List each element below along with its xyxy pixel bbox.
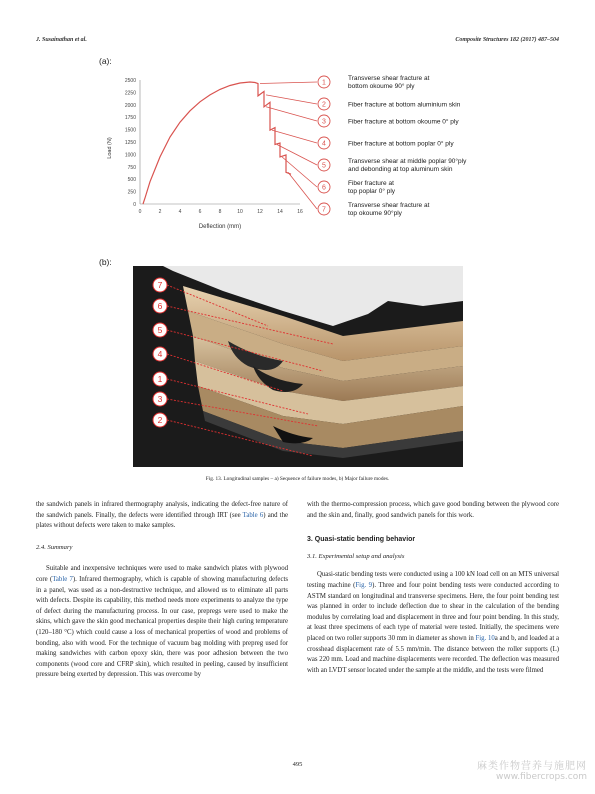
failure-mode-label: Fiber fracture at bottom aluminium skin xyxy=(348,101,461,109)
x-tick-label: 14 xyxy=(277,209,283,215)
left-paragraph-2: Suitable and inexpensive techniques were used to make sandwich plates with plywood core (Table 7). Infrared thermography, which is capable of showing manufacturing defects in a panel, was used as a non-destructive technique, and allowed us to eliminate all parts with defects. Despite its capability, this method needs more experiments to analyze the type of defect during the manufacturing process. In our case, prepregs were used to make the skins, which gave the skin good mechanical properties despite their high curing temperature (120–180 °C) which could cause a loss of mechanical properties of wood and problems of bonding, also with wood. For the technique of vacuum bag molding with prepreg used for making sandwiches with carbon epoxy skin, there was poor adhesion between the two components (wood core and CFRP skin), which resulted in peeling, caused by insufficient pressure being exerted by depression. This was overcome by xyxy=(36,565,288,679)
panel-a-label: (a): xyxy=(99,56,112,66)
failure-mode-legend xyxy=(318,75,467,217)
failure-marker-number: 2 xyxy=(322,101,326,109)
chart-x-axis-label: Deflection (mm) xyxy=(198,224,242,230)
watermark xyxy=(477,757,587,782)
failure-arrow xyxy=(288,172,317,209)
specimen-photo xyxy=(133,266,463,467)
failure-marker-number: 3 xyxy=(322,118,326,126)
cross-reference-link[interactable]: Table 7 xyxy=(52,575,73,583)
x-tick-label: 0 xyxy=(138,209,142,215)
section-3-heading: 3. Quasi-static bending behavior xyxy=(307,536,416,544)
x-tick-label: 6 xyxy=(198,209,202,215)
load-deflection-curve xyxy=(143,82,291,204)
failure-marker-number: 4 xyxy=(322,140,326,148)
failure-mode-label-line2: and debonding at top aluminum skin xyxy=(348,166,453,173)
x-tick-label: 2 xyxy=(158,209,162,215)
failure-arrow xyxy=(266,107,317,121)
panel-b-label: (b): xyxy=(99,257,112,267)
photo-marker-number: 2 xyxy=(157,415,163,425)
failure-mode-label: Fiber fracture at xyxy=(348,180,394,187)
chart-ticks xyxy=(125,78,303,215)
photo-marker-number: 3 xyxy=(157,394,163,404)
cross-reference-link[interactable]: Fig. 10 xyxy=(475,634,495,642)
failure-mode-label: Fiber fracture at bottom okoume 0° ply xyxy=(348,118,459,126)
failure-mode-label: Transverse shear at middle poplar 90°ply xyxy=(348,158,467,165)
y-tick-label: 1000 xyxy=(124,152,136,159)
failure-marker-number: 1 xyxy=(322,79,326,87)
figure-caption: Fig. 13. Longitudinal samples – a) Sequence of failure modes, b) Major failure modes. xyxy=(205,476,390,482)
right-paragraph-2: Quasi-static bending tests were conducted using a 100 kN load cell on an MTS universal testing machine (Fig. 9). Three and four point bending tests were conducted according to ASTM standard on longitudinal and transverse specimens. Here, the four point bending test was planned in order to include deflection due to shear in the calculation of the bending modulus by correlating load and displacement in three and four point bending. In this study, at least three specimens of each type of material were tested. Initially, the specimens were placed on two roller supports 30 mm in diameter as shown in Fig. 10a and b, and loaded at a crosshead displacement rate of 5.5 mm/min. The distance between the roller supports (L) was 220 mm. Load and machine displacements were recorded. The deflection was measured with an LVDT sensor located under the sample at the middle, and the tests were filmed xyxy=(307,571,559,674)
failure-mode-label-line2: bottom okoume 90° ply xyxy=(348,83,415,90)
chart-axes xyxy=(140,80,300,204)
left-column xyxy=(36,500,288,681)
y-tick-label: 2500 xyxy=(124,78,136,84)
failure-mode-label-line2: top okoume 90°ply xyxy=(348,210,402,217)
y-tick-label: 250 xyxy=(127,189,136,196)
x-tick-label: 8 xyxy=(218,209,222,215)
failure-marker-number: 7 xyxy=(322,206,326,214)
running-header-journal: Composite Structures 182 (2017) 487–504 xyxy=(455,37,559,43)
summary-heading: 2.4. Summary xyxy=(36,543,73,551)
failure-arrow xyxy=(282,157,317,187)
y-tick-label: 0 xyxy=(133,202,136,208)
failure-arrow xyxy=(260,82,317,83)
y-tick-label: 2250 xyxy=(124,90,136,97)
photo-marker-number: 7 xyxy=(157,280,163,290)
specimen-photo-illustration xyxy=(133,266,463,467)
x-tick-label: 16 xyxy=(297,209,303,215)
y-tick-label: 500 xyxy=(127,177,136,184)
y-tick-label: 2000 xyxy=(124,102,136,109)
failure-mode-label: Transverse shear fracture at xyxy=(348,202,430,209)
photo-marker-number: 5 xyxy=(157,325,163,335)
watermark-line-1: 麻类作物营养与施肥网 xyxy=(477,761,587,772)
failure-arrow xyxy=(277,144,317,165)
right-column xyxy=(307,500,559,676)
failure-mode-label-line2: top poplar 0° ply xyxy=(348,188,396,195)
y-tick-label: 1250 xyxy=(124,140,136,146)
photo-marker-number: 1 xyxy=(157,374,163,384)
failure-mode-label: Transverse shear fracture at xyxy=(348,75,430,82)
photo-marker-number: 4 xyxy=(157,349,163,359)
cross-reference-link[interactable]: Fig. 9 xyxy=(355,581,373,589)
cross-reference-link[interactable]: Table 6 xyxy=(242,511,264,519)
y-tick-label: 750 xyxy=(127,164,136,171)
y-tick-label: 1500 xyxy=(124,127,136,134)
page-number: 495 xyxy=(292,761,303,768)
watermark-line-2: www.fibercrops.com xyxy=(496,772,587,782)
x-tick-label: 12 xyxy=(257,209,263,215)
failure-arrow xyxy=(266,95,317,104)
x-tick-label: 4 xyxy=(178,209,182,215)
x-tick-label: 10 xyxy=(237,209,243,215)
section-3-1-heading: 3.1. Experimental setup and analysis xyxy=(307,552,405,560)
right-paragraph-1: with the thermo-compression process, which gave good bonding between the plywood core and the skin and, finally, good sandwich panels for this work. xyxy=(307,501,559,519)
failure-marker-number: 5 xyxy=(322,162,326,170)
failure-marker-number: 6 xyxy=(322,184,326,192)
chart-y-axis-label: Load (N) xyxy=(107,137,113,159)
load-deflection-chart xyxy=(100,68,500,238)
failure-mode-label: Fiber fracture at bottom poplar 0° ply xyxy=(348,140,454,148)
left-paragraph-1: the sandwich panels in infrared thermography analysis, indicating the defect-free nature of the sandwich panels. Finally, the defects were identified through IRT (see Table 6) and the plates without defects were taken to make samples. xyxy=(36,501,288,530)
photo-marker-number: 6 xyxy=(157,301,163,311)
y-tick-label: 1750 xyxy=(124,115,136,122)
failure-arrow xyxy=(272,130,317,143)
failure-arrows xyxy=(260,82,317,209)
running-header-authors: J. Susainathan et al. xyxy=(36,37,87,43)
